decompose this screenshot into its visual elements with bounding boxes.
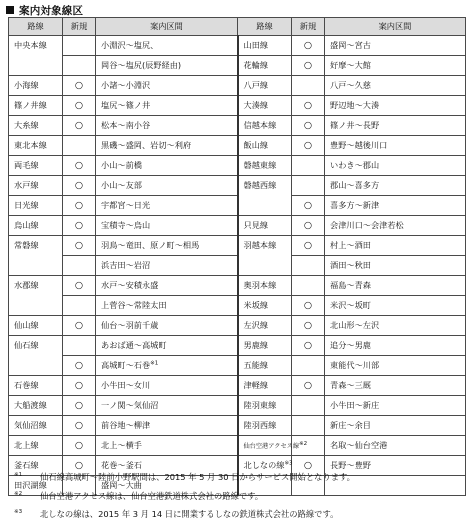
header-section-left: 案内区間 [96, 18, 238, 36]
table-row [9, 416, 466, 436]
section-range [325, 96, 466, 116]
section-title-text: 案内対象線区 [19, 4, 84, 17]
route-name [238, 196, 292, 216]
route-name-text: 烏山線 [14, 220, 39, 230]
section-range-text: 新庄～余目 [330, 420, 371, 430]
table-row [9, 396, 466, 416]
route-name [238, 176, 292, 196]
section-range-text: 花巻～釜石 [101, 460, 142, 470]
route-name [9, 416, 63, 436]
new-mark: ○ [63, 396, 96, 416]
section-range-text: 会津川口～会津若松 [330, 220, 404, 230]
new-mark [63, 56, 96, 76]
section-range [96, 56, 238, 76]
new-mark: ○ [63, 156, 96, 176]
section-title [6, 3, 83, 17]
new-mark: ○ [292, 336, 325, 356]
route-name [238, 36, 292, 56]
section-range [325, 316, 466, 336]
new-mark: ○ [63, 456, 96, 476]
new-mark [292, 416, 325, 436]
route-name-text: 羽越本線 [243, 240, 277, 251]
section-range-text: 名取～仙台空港 [330, 440, 388, 450]
route-name-text: 五能線 [243, 360, 269, 370]
footnote-text: 北しなの線は、2015 年 3 月 14 日に開業するしなの鉄道株式会社の路線です。 [40, 509, 339, 520]
section-range [325, 116, 466, 136]
table-row [9, 236, 466, 256]
section-range-text: 長野～豊野 [330, 460, 371, 470]
new-mark: ○ [63, 416, 96, 436]
section-range-text: 篠ノ井～長野 [330, 120, 380, 130]
section-range [325, 356, 466, 376]
section-range-text: 盛岡～宮古 [330, 40, 371, 50]
new-mark: ○ [292, 236, 325, 256]
route-name [238, 76, 292, 96]
section-range-text: 村上～酒田 [330, 240, 371, 250]
table-row [9, 276, 466, 296]
route-name-text: 陸羽西線 [243, 420, 277, 430]
route-name-text: 磐越東線 [243, 160, 277, 170]
route-name-text: 中央本線 [14, 40, 47, 51]
section-range-text: 一ノ関～気仙沼 [101, 400, 159, 410]
section-range [96, 416, 238, 436]
route-name [9, 336, 63, 356]
route-name-text: 水郡線 [14, 280, 39, 291]
section-range [325, 36, 466, 56]
route-name [238, 56, 292, 76]
route-name-text: 左沢線 [243, 320, 269, 330]
section-range [325, 236, 466, 256]
route-name [238, 136, 292, 156]
square-bullet-icon [6, 6, 14, 14]
section-range-text: 小牛田～新庄 [330, 400, 380, 410]
section-range [96, 116, 238, 136]
footnote-ref: ※1 [150, 360, 159, 367]
section-range [96, 276, 238, 296]
section-range-text: 宇都宮～日光 [101, 200, 151, 210]
table-row [9, 316, 466, 336]
section-range [96, 76, 238, 96]
section-range-text: 小山～前橋 [101, 160, 142, 170]
section-range-text: 小牛田～女川 [101, 380, 151, 390]
route-name-text: 小海線 [14, 80, 39, 90]
route-name [238, 256, 292, 276]
new-mark: ○ [63, 376, 96, 396]
section-range [96, 36, 238, 56]
new-mark [292, 396, 325, 416]
section-range [96, 336, 238, 356]
route-name-text: 只見線 [243, 220, 269, 230]
new-mark [292, 156, 325, 176]
new-mark: ○ [63, 436, 96, 456]
header-route-right: 路線 [238, 18, 292, 36]
route-name-text: 両毛線 [14, 160, 39, 170]
section-range [96, 136, 238, 156]
route-name [9, 196, 63, 216]
route-name-text: 男鹿線 [243, 340, 269, 350]
table-row [9, 36, 466, 56]
route-name [238, 416, 292, 436]
route-name [9, 216, 63, 236]
header-new-right: 新規 [292, 18, 325, 36]
new-mark: ○ [63, 196, 96, 216]
route-name [9, 236, 63, 256]
route-name [9, 356, 63, 376]
new-mark: ○ [292, 216, 325, 236]
new-mark [63, 336, 96, 356]
footnote-mark: ※3 [14, 509, 23, 516]
route-name-text: 信越本線 [243, 120, 277, 130]
route-name-text: 仙石線 [14, 340, 39, 351]
new-mark: ○ [292, 296, 325, 316]
section-range-text: 八戸～久慈 [330, 80, 371, 90]
new-mark [292, 276, 325, 296]
section-range-text: 東能代～川部 [330, 360, 380, 370]
route-name [9, 76, 63, 96]
route-name [9, 176, 63, 196]
route-name-text: 常磐線 [14, 240, 39, 251]
section-range [325, 436, 466, 456]
route-name [9, 96, 63, 116]
section-range [96, 196, 238, 216]
table-row [9, 56, 466, 76]
route-name-text: 水戸線 [14, 180, 39, 190]
footnote-text: 仙台空港アクセス線は、仙台空港鉄道株式会社の路線です。 [40, 490, 264, 501]
section-range-text: 酒田～秋田 [330, 260, 371, 270]
route-name-text: 篠ノ井線 [14, 100, 47, 110]
section-range [325, 336, 466, 356]
new-mark [63, 296, 96, 316]
section-range-text: 福島～青森 [330, 280, 371, 290]
header-section-right: 案内区間 [325, 18, 466, 36]
route-name [9, 316, 63, 336]
section-range-text: 水戸～安積永盛 [101, 280, 159, 290]
section-range-text: 仙台～羽前千歳 [101, 320, 159, 330]
footnote-ref: ※2 [299, 440, 308, 447]
route-name [9, 296, 63, 316]
new-mark: ○ [292, 456, 325, 476]
route-name-text: 東北本線 [14, 140, 47, 150]
section-range-text: 高城町～石巻 [101, 360, 151, 370]
table-row [9, 76, 466, 96]
route-name [9, 256, 63, 276]
table-row [9, 116, 466, 136]
section-range-text: 野辺地～大湊 [330, 100, 380, 110]
section-range-text: 北上～横手 [101, 440, 142, 450]
section-range [325, 256, 466, 276]
route-table [8, 17, 466, 496]
section-range-text: 松本～南小谷 [101, 120, 151, 130]
section-range-text: 浜吉田～岩沼 [101, 260, 151, 270]
section-range-text: 小山～友部 [101, 180, 142, 190]
section-range-text: 好摩～大館 [330, 60, 371, 70]
section-range [96, 436, 238, 456]
route-name [238, 316, 292, 336]
table-row [9, 256, 466, 276]
route-name-text: 陸羽東線 [243, 400, 277, 410]
new-mark: ○ [63, 276, 96, 296]
new-mark: ○ [63, 356, 96, 376]
table-row [9, 436, 466, 456]
section-range [96, 236, 238, 256]
section-range-text: 塩尻～篠ノ井 [101, 100, 151, 110]
section-range-text: 青森～三厩 [330, 380, 371, 390]
section-range [96, 216, 238, 236]
new-mark: ○ [292, 96, 325, 116]
new-mark: ○ [292, 196, 325, 216]
route-name [9, 436, 63, 456]
section-range [96, 396, 238, 416]
route-name [9, 376, 63, 396]
route-name-text: 大船渡線 [14, 400, 47, 410]
footnote [14, 468, 355, 487]
section-range [96, 256, 238, 276]
new-mark: ○ [63, 116, 96, 136]
new-mark: ○ [292, 36, 325, 56]
table-row [9, 96, 466, 116]
route-name-text: 日光線 [14, 200, 39, 210]
route-name [9, 56, 63, 76]
section-range-text: 喜多方～新津 [330, 200, 380, 210]
section-range-text: 米沢～坂町 [330, 300, 371, 310]
section-range-text: あおば通～高城町 [101, 340, 167, 350]
route-name-text: 仙台空港アクセス線 [243, 443, 300, 450]
route-name-text: 花輪線 [243, 60, 269, 70]
section-range [325, 196, 466, 216]
section-range [325, 136, 466, 156]
new-mark [292, 356, 325, 376]
route-name [9, 396, 63, 416]
section-range [325, 296, 466, 316]
section-range [96, 96, 238, 116]
table-row [9, 216, 466, 236]
route-name-text: 釜石線 [14, 460, 39, 470]
section-range [325, 216, 466, 236]
route-name [238, 276, 292, 296]
route-name-text: 石巻線 [14, 380, 39, 390]
section-range [325, 396, 466, 416]
section-range [96, 316, 238, 336]
route-name [9, 36, 63, 56]
route-name [238, 156, 292, 176]
route-name-text: 津軽線 [243, 380, 269, 390]
section-range [96, 356, 238, 376]
header-route-left: 路線 [9, 18, 63, 36]
new-mark [63, 256, 96, 276]
section-range-text: 小諸～小淵沢 [101, 80, 151, 90]
section-range [96, 156, 238, 176]
route-name-text: 大湊線 [243, 100, 269, 110]
new-mark [63, 36, 96, 56]
new-mark [292, 256, 325, 276]
footnote-mark: ※1 [14, 472, 23, 479]
new-mark: ○ [292, 116, 325, 136]
route-name [238, 96, 292, 116]
route-name-text: 磐越西線 [243, 180, 277, 191]
new-mark: ○ [292, 376, 325, 396]
new-mark [292, 76, 325, 96]
new-mark: ○ [292, 136, 325, 156]
section-range-text: 小淵沢～塩尻、 [101, 40, 159, 50]
route-name-text: 米坂線 [243, 300, 269, 310]
route-name [9, 276, 63, 296]
section-range [96, 376, 238, 396]
route-name [9, 156, 63, 176]
footnote-text: 仙石線高城町～陸前小野駅間は、2015 年 5 月 30 日からサービス開始となります。 [40, 472, 355, 482]
section-range-text: いわき～郡山 [330, 160, 380, 170]
section-range-text: 郡山～喜多方 [330, 180, 380, 190]
table-row [9, 136, 466, 156]
route-name-text: 八戸線 [243, 80, 269, 90]
section-range-text: 北山形～左沢 [330, 320, 380, 330]
footnote-mark: ※2 [14, 490, 23, 497]
new-mark: ○ [292, 56, 325, 76]
route-name [238, 116, 292, 136]
route-name-text: 北しなの線 [243, 460, 285, 470]
table-row [9, 156, 466, 176]
section-range-text: 前谷地～柳津 [101, 420, 151, 430]
footnotes [14, 468, 355, 524]
table-header-row [9, 18, 466, 36]
section-range-text: 上菅谷～常陸太田 [101, 300, 167, 310]
new-mark: ○ [63, 96, 96, 116]
route-name-text: 大糸線 [14, 120, 39, 130]
route-name-text: 飯山線 [243, 140, 269, 150]
new-mark: ○ [63, 236, 96, 256]
new-mark: ○ [63, 176, 96, 196]
route-name [238, 236, 292, 256]
section-range-text: 豊野～越後川口 [330, 140, 388, 150]
table-row [9, 376, 466, 396]
section-range [325, 156, 466, 176]
section-range-text: 盛岡～大曲 [101, 480, 142, 490]
route-name-text: 田沢湖線 [14, 480, 47, 490]
route-name-text: 山田線 [243, 40, 269, 50]
section-range-text: 追分～男鹿 [330, 340, 371, 350]
new-mark: ○ [292, 316, 325, 336]
header-new-left: 新規 [63, 18, 96, 36]
route-name [238, 396, 292, 416]
section-range [325, 176, 466, 196]
table-row [9, 356, 466, 376]
section-range-text: 羽鳥～竜田、原ノ町～相馬 [101, 240, 200, 250]
section-range [96, 296, 238, 316]
route-name [238, 336, 292, 356]
table-row [9, 196, 466, 216]
route-name [238, 376, 292, 396]
section-range [325, 276, 466, 296]
route-name-text: 奥羽本線 [243, 280, 277, 290]
new-mark: ○ [63, 216, 96, 236]
footnote [14, 487, 355, 506]
new-mark [292, 176, 325, 196]
route-name-text: 気仙沼線 [14, 420, 47, 430]
route-name [238, 296, 292, 316]
route-name [238, 216, 292, 236]
section-range-text: 宝積寺～烏山 [101, 220, 151, 230]
section-range [325, 416, 466, 436]
route-name [238, 436, 308, 456]
table-row [9, 176, 466, 196]
section-range [96, 176, 238, 196]
section-range [325, 376, 466, 396]
route-name [238, 356, 292, 376]
section-range-text: 岡谷～塩尻(辰野経由) [101, 60, 182, 70]
section-range [325, 56, 466, 76]
route-name [9, 136, 63, 156]
table-row [9, 336, 466, 356]
section-range [325, 76, 466, 96]
table-row [9, 296, 466, 316]
section-range-text: 黒磯～盛岡、岩切～利府 [101, 140, 192, 150]
new-mark: ○ [63, 76, 96, 96]
route-name [9, 116, 63, 136]
route-name-text: 北上線 [14, 440, 39, 450]
footnote [14, 505, 355, 524]
route-name-text: 仙山線 [14, 320, 39, 330]
footnote-ref: ※3 [284, 460, 293, 467]
new-mark: ○ [63, 316, 96, 336]
new-mark [63, 136, 96, 156]
